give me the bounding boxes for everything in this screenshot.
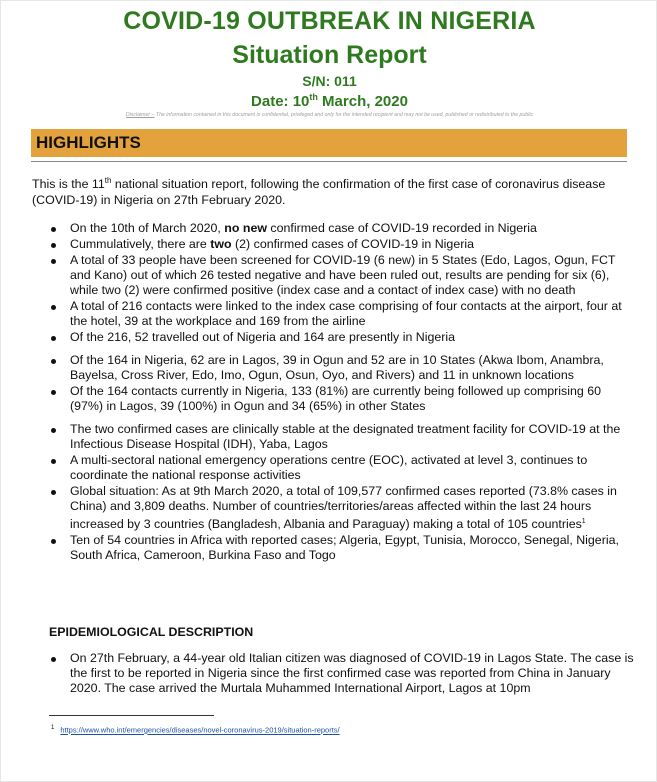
bullet-icon <box>51 490 56 495</box>
bullet-icon <box>51 336 56 341</box>
epidemiological-list <box>51 651 636 696</box>
list-item: Ten of 54 countries in Africa with reported cases; Algeria, Egypt, Tunisia, Morocco, Senegal, Nigeria, South Africa, Cameroon, Burkina Faso and Togo <box>51 533 636 563</box>
serial-number: S/N: 011 <box>302 73 357 89</box>
section-heading-epidemiological: EPIDEMIOLOGICAL DESCRIPTION <box>49 625 254 639</box>
list-item: A total of 33 people have been screened for COVID-19 (6 new) in 5 States (Edo, Lagos, Ogun, FCT and Kano) out of which 26 tested negative and have been ruled out, results are pending for six (6), while two (2) were confirmed positive (index case and a contact of index case) with no death <box>51 253 636 298</box>
footnote: $^1$ https://www.who.int/emergencies/diseases/novel-coronavirus-2019/situation-reports/ <box>51 725 340 735</box>
report-date: Date: 10th March, 2020 <box>251 92 408 110</box>
list-item: Cummulatively, there are two (2) confirmed cases of COVID-19 in Nigeria <box>51 237 636 252</box>
report-title: COVID-19 OUTBREAK IN NIGERIA <box>123 7 536 35</box>
list-item: Of the 216, 52 travelled out of Nigeria and 164 are presently in Nigeria <box>51 330 636 345</box>
bullet-icon <box>51 539 56 544</box>
bullet-icon <box>51 227 56 232</box>
report-subtitle: Situation Report <box>232 41 427 69</box>
bullet-icon <box>51 359 56 364</box>
list-item: Global situation: As at 9th March 2020, a total of 109,577 confirmed cases reported (73.8% cases in China) and 3,809 deaths. Number of countries/territories/areas affected within the last 24 hours increased by 3 countries (Bangladesh, Albania and Paraguay) making a total of 105 countries$^1$ <box>51 484 636 532</box>
bullet-icon <box>51 390 56 395</box>
footnote-link[interactable]: https://www.who.int/emergencies/diseases/novel-coronavirus-2019/situation-reports/ <box>60 725 340 735</box>
list-item: On the 10th of March 2020, no new confirmed case of COVID-19 recorded in Nigeria <box>51 221 636 236</box>
list-item: The two confirmed cases are clinically stable at the designated treatment facility for COVID-19 at the Infectious Disease Hospital (IDH), Yaba, Lagos <box>51 422 636 452</box>
disclaimer: Disclaimer – The information contained in this document is confidential, privileged and only for the intended recipient and may not be used, published or redistributed to the public <box>125 112 534 118</box>
bullet-icon <box>51 459 56 464</box>
list-item: On 27th February, a 44-year old Italian citizen was diagnosed of COVID-19 in Lagos State. The case is the first to be reported in Nigeria since the first confirmed case was reported from China in January 2020. The case arrived the Murtala Muhammed International Airport, Lagos at 10pm <box>51 651 636 696</box>
highlights-list <box>51 221 636 564</box>
highlights-heading: HIGHLIGHTS <box>31 129 627 157</box>
list-item: A multi-sectoral national emergency operations centre (EOC), activated at level 3, continues to coordinate the national response activities <box>51 453 636 483</box>
bullet-icon <box>51 243 56 248</box>
list-item: Of the 164 in Nigeria, 62 are in Lagos, 39 in Ogun and 52 are in 10 States (Akwa Ibom, Anambra, Bayelsa, Cross River, Edo, Imo, Ogun, Osun, Oyo, and Rivers) and 11 in unknown locations <box>51 353 636 383</box>
list-item: A total of 216 contacts were linked to the index case comprising of four contacts at the airport, four at the hotel, 39 at the workplace and 169 from the airline <box>51 299 636 329</box>
divider <box>31 161 627 162</box>
list-item: Of the 164 contacts currently in Nigeria, 133 (81%) are currently being followed up comprising 60 (97%) in Lagos, 39 (100%) in Ogun and 34 (65%) in other States <box>51 384 636 414</box>
intro-paragraph: This is the 11th national situation report, following the confirmation of the first case of coronavirus disease (COVID-19) in Nigeria on 27th February 2020. <box>32 176 606 208</box>
bullet-icon <box>51 305 56 310</box>
bullet-icon <box>51 428 56 433</box>
footnote-divider <box>49 715 214 716</box>
bullet-icon <box>51 657 56 662</box>
bullet-icon <box>51 259 56 264</box>
